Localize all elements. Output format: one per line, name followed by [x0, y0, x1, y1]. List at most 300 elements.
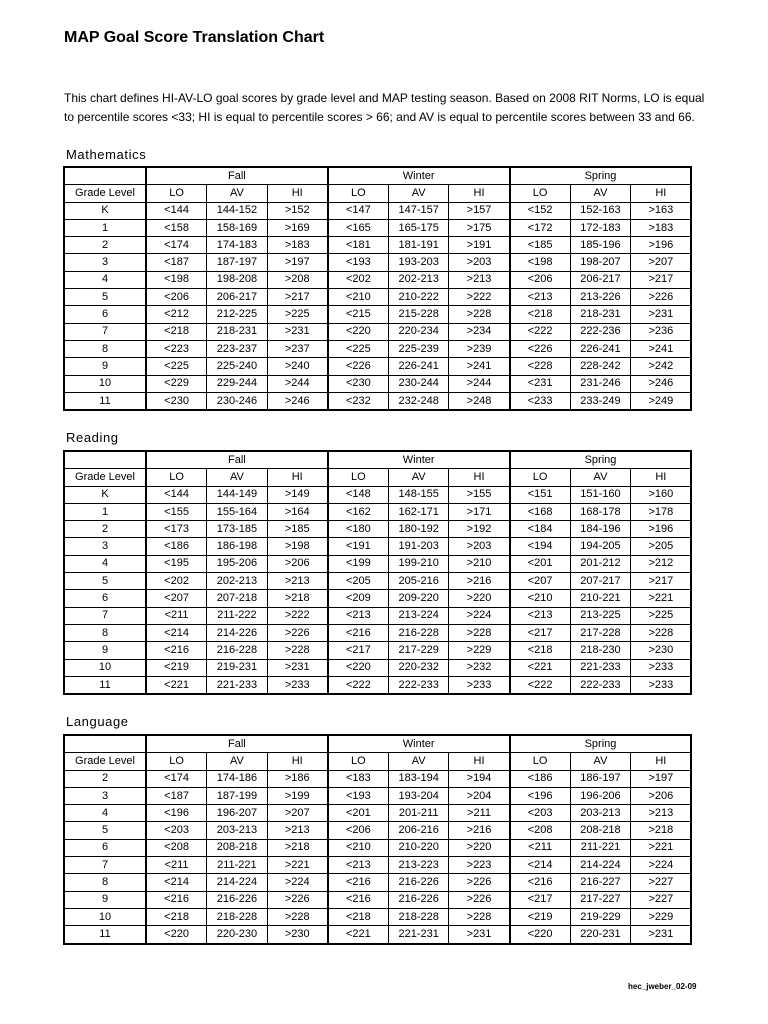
season-header-fall: Fall	[146, 735, 328, 753]
season-header-winter: Winter	[328, 451, 510, 469]
score-cell: <220	[146, 926, 207, 944]
table-row	[64, 908, 691, 925]
score-cell: <195	[146, 555, 207, 572]
section-heading-reading: Reading	[66, 430, 119, 445]
level-header-hi: HI	[631, 753, 692, 770]
score-cell: <207	[510, 573, 571, 590]
score-cell: >199	[267, 787, 328, 804]
grade-cell: 2	[64, 770, 146, 787]
score-cell: >155	[449, 486, 510, 503]
season-header-winter: Winter	[328, 167, 510, 185]
score-cell: <212	[146, 306, 207, 323]
table-row	[64, 874, 691, 891]
score-cell: >164	[267, 503, 328, 520]
score-cell: 231-246	[570, 375, 631, 392]
grade-cell: 2	[64, 521, 146, 538]
score-cell: <206	[510, 271, 571, 288]
season-header-winter: Winter	[328, 735, 510, 753]
score-cell: 216-226	[388, 891, 449, 908]
score-cell: <203	[146, 822, 207, 839]
grade-level-header: Grade Level	[64, 185, 146, 202]
level-header-lo: LO	[328, 185, 389, 202]
score-cell: >224	[449, 607, 510, 624]
score-cell: <208	[510, 822, 571, 839]
table-row	[64, 839, 691, 856]
table-row	[64, 392, 691, 410]
score-cell: >230	[267, 926, 328, 944]
score-cell: <223	[146, 340, 207, 357]
score-cell: <216	[328, 624, 389, 641]
score-cell: <148	[328, 486, 389, 503]
blank-header-cell	[64, 735, 146, 753]
grade-cell: K	[64, 202, 146, 219]
score-cell: >221	[631, 839, 692, 856]
score-cell: >160	[631, 486, 692, 503]
score-cell: >197	[267, 254, 328, 271]
season-header-row	[64, 735, 691, 753]
score-cell: <217	[510, 624, 571, 641]
score-cell: >232	[449, 659, 510, 676]
level-header-lo: LO	[510, 753, 571, 770]
score-cell: 212-225	[207, 306, 268, 323]
score-cell: >217	[267, 289, 328, 306]
score-cell: 191-203	[388, 538, 449, 555]
score-cell: <225	[328, 340, 389, 357]
score-cell: 165-175	[388, 219, 449, 236]
score-cell: >228	[267, 642, 328, 659]
score-cell: <147	[328, 202, 389, 219]
score-cell: 213-224	[388, 607, 449, 624]
score-cell: 158-169	[207, 219, 268, 236]
score-cell: >233	[267, 676, 328, 694]
score-cell: 198-208	[207, 271, 268, 288]
score-cell: 226-241	[388, 358, 449, 375]
level-header-row	[64, 753, 691, 770]
score-cell: 210-220	[388, 839, 449, 856]
score-cell: <226	[328, 358, 389, 375]
score-cell: <217	[328, 642, 389, 659]
score-cell: >198	[267, 538, 328, 555]
table-row	[64, 237, 691, 254]
score-cell: <172	[510, 219, 571, 236]
table-row	[64, 289, 691, 306]
score-cell: >229	[631, 908, 692, 925]
grade-cell: 9	[64, 358, 146, 375]
score-cell: 173-185	[207, 521, 268, 538]
score-cell: 195-206	[207, 555, 268, 572]
score-cell: >192	[449, 521, 510, 538]
score-cell: >230	[631, 642, 692, 659]
score-cell: >186	[267, 770, 328, 787]
grade-cell: 7	[64, 323, 146, 340]
score-cell: >196	[631, 521, 692, 538]
score-cell: 174-183	[207, 237, 268, 254]
table-row	[64, 202, 691, 219]
score-cell: >213	[631, 805, 692, 822]
score-cell: >163	[631, 202, 692, 219]
score-cell: 186-197	[570, 770, 631, 787]
score-cell: <218	[510, 306, 571, 323]
score-cell: 172-183	[570, 219, 631, 236]
score-cell: >152	[267, 202, 328, 219]
score-cell: 194-205	[570, 538, 631, 555]
grade-cell: 4	[64, 555, 146, 572]
score-cell: 196-206	[570, 787, 631, 804]
score-cell: 174-186	[207, 770, 268, 787]
table-row	[64, 503, 691, 520]
score-cell: 199-210	[388, 555, 449, 572]
grade-cell: 8	[64, 624, 146, 641]
level-header-av: AV	[570, 469, 631, 486]
score-cell: <201	[328, 805, 389, 822]
level-header-av: AV	[570, 185, 631, 202]
grade-cell: 11	[64, 926, 146, 944]
score-cell: <199	[328, 555, 389, 572]
score-cell: 217-228	[570, 624, 631, 641]
score-cell: 144-149	[207, 486, 268, 503]
score-cell: >246	[267, 392, 328, 410]
grade-cell: 6	[64, 839, 146, 856]
table-row	[64, 486, 691, 503]
score-cell: >222	[449, 289, 510, 306]
table-row	[64, 891, 691, 908]
score-cell: <214	[146, 624, 207, 641]
score-cell: >231	[631, 926, 692, 944]
score-cell: >216	[449, 822, 510, 839]
season-header-row	[64, 167, 691, 185]
score-cell: >222	[267, 607, 328, 624]
score-cell: 193-203	[388, 254, 449, 271]
score-cell: >221	[267, 857, 328, 874]
table-row	[64, 340, 691, 357]
score-cell: >211	[449, 805, 510, 822]
season-header-fall: Fall	[146, 451, 328, 469]
score-cell: >233	[631, 676, 692, 694]
score-cell: >149	[267, 486, 328, 503]
grade-cell: 7	[64, 857, 146, 874]
score-cell: 209-220	[388, 590, 449, 607]
level-header-hi: HI	[267, 469, 328, 486]
season-header-spring: Spring	[510, 451, 692, 469]
score-cell: 223-237	[207, 340, 268, 357]
score-cell: <211	[146, 607, 207, 624]
blank-header-cell	[64, 167, 146, 185]
score-cell: 210-222	[388, 289, 449, 306]
score-cell: 185-196	[570, 237, 631, 254]
score-cell: >218	[267, 590, 328, 607]
score-cell: >237	[267, 340, 328, 357]
score-cell: 221-233	[207, 676, 268, 694]
score-cell: >191	[449, 237, 510, 254]
score-cell: 186-198	[207, 538, 268, 555]
score-cell: <174	[146, 770, 207, 787]
score-cell: >248	[449, 392, 510, 410]
score-cell: 211-221	[207, 857, 268, 874]
score-cell: >226	[449, 874, 510, 891]
score-cell: <165	[328, 219, 389, 236]
grade-level-header: Grade Level	[64, 469, 146, 486]
table-row	[64, 590, 691, 607]
score-cell: <187	[146, 254, 207, 271]
score-cell: <144	[146, 486, 207, 503]
grade-cell: 4	[64, 805, 146, 822]
score-cell: <221	[510, 659, 571, 676]
table-row	[64, 573, 691, 590]
score-cell: <187	[146, 787, 207, 804]
score-cell: <202	[146, 573, 207, 590]
score-cell: >206	[267, 555, 328, 572]
score-cell: 228-242	[570, 358, 631, 375]
score-cell: 148-155	[388, 486, 449, 503]
score-cell: 229-244	[207, 375, 268, 392]
score-cell: <174	[146, 237, 207, 254]
season-header-fall: Fall	[146, 167, 328, 185]
score-cell: 216-226	[207, 891, 268, 908]
score-cell: <214	[510, 857, 571, 874]
level-header-av: AV	[207, 185, 268, 202]
score-cell: 218-230	[570, 642, 631, 659]
score-cell: 216-228	[207, 642, 268, 659]
score-cell: 217-229	[388, 642, 449, 659]
score-cell: <222	[510, 323, 571, 340]
score-cell: >169	[267, 219, 328, 236]
score-cell: >218	[631, 822, 692, 839]
score-cell: 230-244	[388, 375, 449, 392]
score-cell: >234	[449, 323, 510, 340]
score-cell: <168	[510, 503, 571, 520]
table-row	[64, 642, 691, 659]
grade-cell: 9	[64, 642, 146, 659]
score-cell: 210-221	[570, 590, 631, 607]
score-cell: <219	[510, 908, 571, 925]
score-cell: 201-211	[388, 805, 449, 822]
score-cell: >244	[449, 375, 510, 392]
grade-cell: 5	[64, 573, 146, 590]
score-cell: 201-212	[570, 555, 631, 572]
score-cell: >227	[631, 891, 692, 908]
grade-cell: 1	[64, 219, 146, 236]
score-cell: >220	[449, 590, 510, 607]
level-header-av: AV	[570, 753, 631, 770]
score-cell: <206	[146, 289, 207, 306]
score-cell: >183	[267, 237, 328, 254]
level-header-row	[64, 469, 691, 486]
score-cell: <222	[510, 676, 571, 694]
score-cell: <221	[146, 676, 207, 694]
level-header-hi: HI	[449, 185, 510, 202]
score-cell: 213-225	[570, 607, 631, 624]
score-cell: 217-227	[570, 891, 631, 908]
score-cell: <217	[510, 891, 571, 908]
score-cell: <213	[510, 607, 571, 624]
score-cell: >249	[631, 392, 692, 410]
score-cell: <229	[146, 375, 207, 392]
level-header-hi: HI	[267, 185, 328, 202]
score-cell: <194	[510, 538, 571, 555]
score-cell: <183	[328, 770, 389, 787]
intro-paragraph: This chart defines HI-AV-LO goal scores by grade level and MAP testing season. Based on 2008 RIT Norms, LO is equal to percentile scores <33; HI is equal to percentile scores > 66; and AV is equal to percentile scores between 33 and 66.	[64, 91, 705, 124]
score-cell: 218-228	[207, 908, 268, 925]
score-cell: >207	[631, 254, 692, 271]
score-cell: >213	[267, 822, 328, 839]
score-cell: >203	[449, 538, 510, 555]
score-cell: <220	[510, 926, 571, 944]
score-cell: <232	[328, 392, 389, 410]
score-cell: >217	[631, 271, 692, 288]
grade-cell: 9	[64, 891, 146, 908]
score-cell: <218	[146, 908, 207, 925]
score-cell: >178	[631, 503, 692, 520]
score-cell: 208-218	[207, 839, 268, 856]
level-header-av: AV	[388, 469, 449, 486]
table-row	[64, 219, 691, 236]
score-cell: <184	[510, 521, 571, 538]
score-cell: <216	[510, 874, 571, 891]
table-row	[64, 375, 691, 392]
score-cell: >196	[631, 237, 692, 254]
score-cell: <220	[328, 659, 389, 676]
score-cell: <162	[328, 503, 389, 520]
score-cell: <181	[328, 237, 389, 254]
score-cell: 219-229	[570, 908, 631, 925]
language-table	[63, 734, 692, 945]
score-cell: 225-239	[388, 340, 449, 357]
table-row	[64, 822, 691, 839]
score-cell: <218	[146, 323, 207, 340]
score-cell: <225	[146, 358, 207, 375]
score-cell: >212	[631, 555, 692, 572]
score-cell: >242	[631, 358, 692, 375]
score-cell: >233	[631, 659, 692, 676]
grade-cell: K	[64, 486, 146, 503]
score-cell: 214-224	[207, 874, 268, 891]
score-cell: <185	[510, 237, 571, 254]
score-cell: >233	[449, 676, 510, 694]
score-cell: 155-164	[207, 503, 268, 520]
grade-cell: 3	[64, 254, 146, 271]
section-heading-mathematics: Mathematics	[66, 147, 147, 162]
score-cell: 193-204	[388, 787, 449, 804]
score-cell: <214	[146, 874, 207, 891]
score-cell: >221	[631, 590, 692, 607]
score-cell: >171	[449, 503, 510, 520]
score-cell: 213-223	[388, 857, 449, 874]
score-cell: 216-227	[570, 874, 631, 891]
score-cell: 183-194	[388, 770, 449, 787]
score-cell: <202	[328, 271, 389, 288]
score-cell: <152	[510, 202, 571, 219]
score-cell: <218	[328, 908, 389, 925]
score-cell: >225	[631, 607, 692, 624]
score-cell: >183	[631, 219, 692, 236]
score-cell: 219-231	[207, 659, 268, 676]
score-cell: 196-207	[207, 805, 268, 822]
table-row	[64, 805, 691, 822]
score-cell: <215	[328, 306, 389, 323]
score-cell: 225-240	[207, 358, 268, 375]
score-cell: >213	[449, 271, 510, 288]
score-cell: <231	[510, 375, 571, 392]
score-cell: >223	[449, 857, 510, 874]
table-row	[64, 659, 691, 676]
level-header-av: AV	[388, 185, 449, 202]
score-cell: <233	[510, 392, 571, 410]
score-cell: <210	[328, 289, 389, 306]
score-cell: <213	[328, 857, 389, 874]
score-cell: 216-226	[388, 874, 449, 891]
score-cell: >227	[631, 874, 692, 891]
score-cell: >207	[267, 805, 328, 822]
score-cell: 207-218	[207, 590, 268, 607]
score-cell: <222	[328, 676, 389, 694]
score-cell: 211-222	[207, 607, 268, 624]
table-row	[64, 358, 691, 375]
season-header-spring: Spring	[510, 735, 692, 753]
grade-cell: 6	[64, 306, 146, 323]
score-cell: 206-216	[388, 822, 449, 839]
table-row	[64, 926, 691, 944]
grade-cell: 5	[64, 822, 146, 839]
grade-cell: 11	[64, 392, 146, 410]
grade-cell: 3	[64, 538, 146, 555]
score-cell: <198	[510, 254, 571, 271]
score-cell: <205	[328, 573, 389, 590]
table-row	[64, 271, 691, 288]
score-cell: >241	[631, 340, 692, 357]
score-cell: 147-157	[388, 202, 449, 219]
score-cell: 208-218	[570, 822, 631, 839]
level-header-hi: HI	[631, 185, 692, 202]
score-cell: 232-248	[388, 392, 449, 410]
score-cell: <203	[510, 805, 571, 822]
score-cell: >229	[449, 642, 510, 659]
level-header-hi: HI	[449, 469, 510, 486]
score-cell: <151	[510, 486, 571, 503]
level-header-lo: LO	[146, 469, 207, 486]
grade-cell: 7	[64, 607, 146, 624]
score-cell: >226	[449, 891, 510, 908]
score-cell: 187-199	[207, 787, 268, 804]
score-cell: >204	[449, 787, 510, 804]
score-cell: >228	[449, 306, 510, 323]
table-row	[64, 323, 691, 340]
score-cell: >236	[631, 323, 692, 340]
score-cell: <218	[510, 642, 571, 659]
score-cell: >194	[449, 770, 510, 787]
mathematics-table	[63, 166, 692, 411]
score-cell: 218-228	[388, 908, 449, 925]
level-header-av: AV	[207, 753, 268, 770]
score-cell: 222-236	[570, 323, 631, 340]
score-cell: <226	[510, 340, 571, 357]
score-cell: >239	[449, 340, 510, 357]
score-cell: >210	[449, 555, 510, 572]
page-title: MAP Goal Score Translation Chart	[64, 29, 325, 46]
score-cell: >244	[267, 375, 328, 392]
score-cell: 203-213	[207, 822, 268, 839]
score-cell: >157	[449, 202, 510, 219]
table-row	[64, 555, 691, 572]
score-cell: <211	[146, 857, 207, 874]
score-cell: <206	[328, 822, 389, 839]
grade-cell: 8	[64, 874, 146, 891]
score-cell: >240	[267, 358, 328, 375]
season-header-row	[64, 451, 691, 469]
level-header-lo: LO	[328, 469, 389, 486]
grade-cell: 10	[64, 659, 146, 676]
score-cell: <210	[328, 839, 389, 856]
score-cell: 220-234	[388, 323, 449, 340]
